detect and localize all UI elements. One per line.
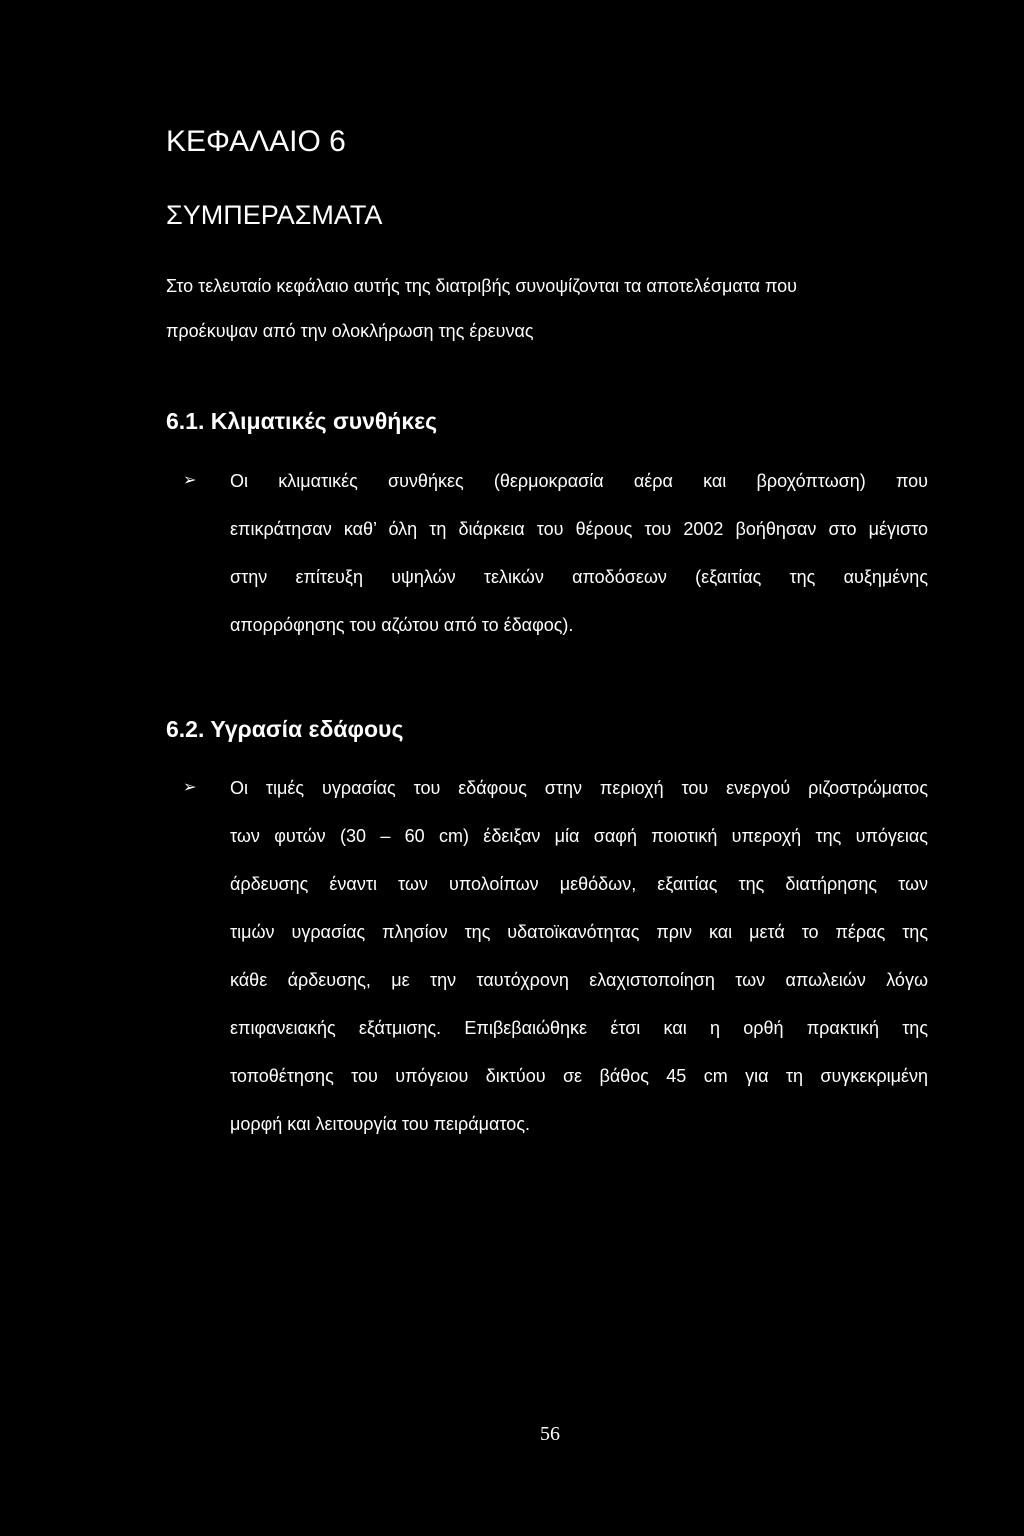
paragraph-line: των φυτών (30 – 60 cm) έδειξαν μία σαφή ποιοτική υπεροχή της υπόγειας: [230, 826, 928, 846]
paragraph-line: απορρόφησης του αζώτου από το έδαφος).: [230, 615, 574, 635]
paragraph-line: Οι τιμές υγρασίας του εδάφους στην περιοχή του ενεργού ριζοστρώματος: [230, 778, 928, 798]
arrow-bullet-icon: ➢: [183, 779, 197, 796]
page-number: 56: [540, 1423, 560, 1445]
bullet-paragraph: [230, 457, 928, 649]
paragraph-line: στην επίτευξη υψηλών τελικών αποδόσεων (εξαιτίας της αυξημένης: [230, 567, 928, 587]
paragraph-line: άρδευσης έναντι των υπολοίπων μεθόδων, εξαιτίας της διατήρησης των: [230, 874, 928, 894]
paragraph-line: τοποθέτησης του υπόγειου δικτύου σε βάθος 45 cm για τη συγκεκριμένη: [230, 1066, 928, 1086]
section-heading: 6.2. Υγρασία εδάφους: [166, 716, 404, 742]
intro-line: προέκυψαν από την ολοκλήρωση της έρευνας: [166, 321, 534, 341]
paragraph-line: επικράτησαν καθ’ όλη τη διάρκεια του θέρους του 2002 βοήθησαν στο μέγιστο: [230, 519, 928, 539]
paragraph-line: μορφή και λειτουργία του πειράματος.: [230, 1114, 530, 1134]
paragraph-line: τιμών υγρασίας πλησίον της υδατοϊκανότητας πριν και μετά το πέρας της: [230, 922, 928, 942]
chapter-title: ΚΕΦΑΛΑΙΟ 6: [166, 125, 346, 158]
intro-paragraph: [166, 264, 896, 354]
paragraph-line: επιφανειακής εξάτμισης. Επιβεβαιώθηκε έτσι και η ορθή πρακτική της: [230, 1018, 928, 1038]
bullet-paragraph: [230, 764, 928, 1148]
arrow-bullet-icon: ➢: [183, 472, 197, 489]
section-heading: 6.1. Κλιματικές συνθήκες: [166, 408, 438, 434]
paragraph-line: κάθε άρδευσης, με την ταυτόχρονη ελαχιστοποίηση των απωλειών λόγω: [230, 970, 928, 990]
paragraph-line: Οι κλιματικές συνθήκες (θερμοκρασία αέρα και βροχόπτωση) που: [230, 471, 928, 491]
intro-line: Στο τελευταίο κεφάλαιο αυτής της διατριβής συνοψίζονται τα αποτελέσματα που: [166, 276, 798, 296]
chapter-subtitle: ΣΥΜΠΕΡΑΣΜΑΤΑ: [166, 200, 383, 230]
